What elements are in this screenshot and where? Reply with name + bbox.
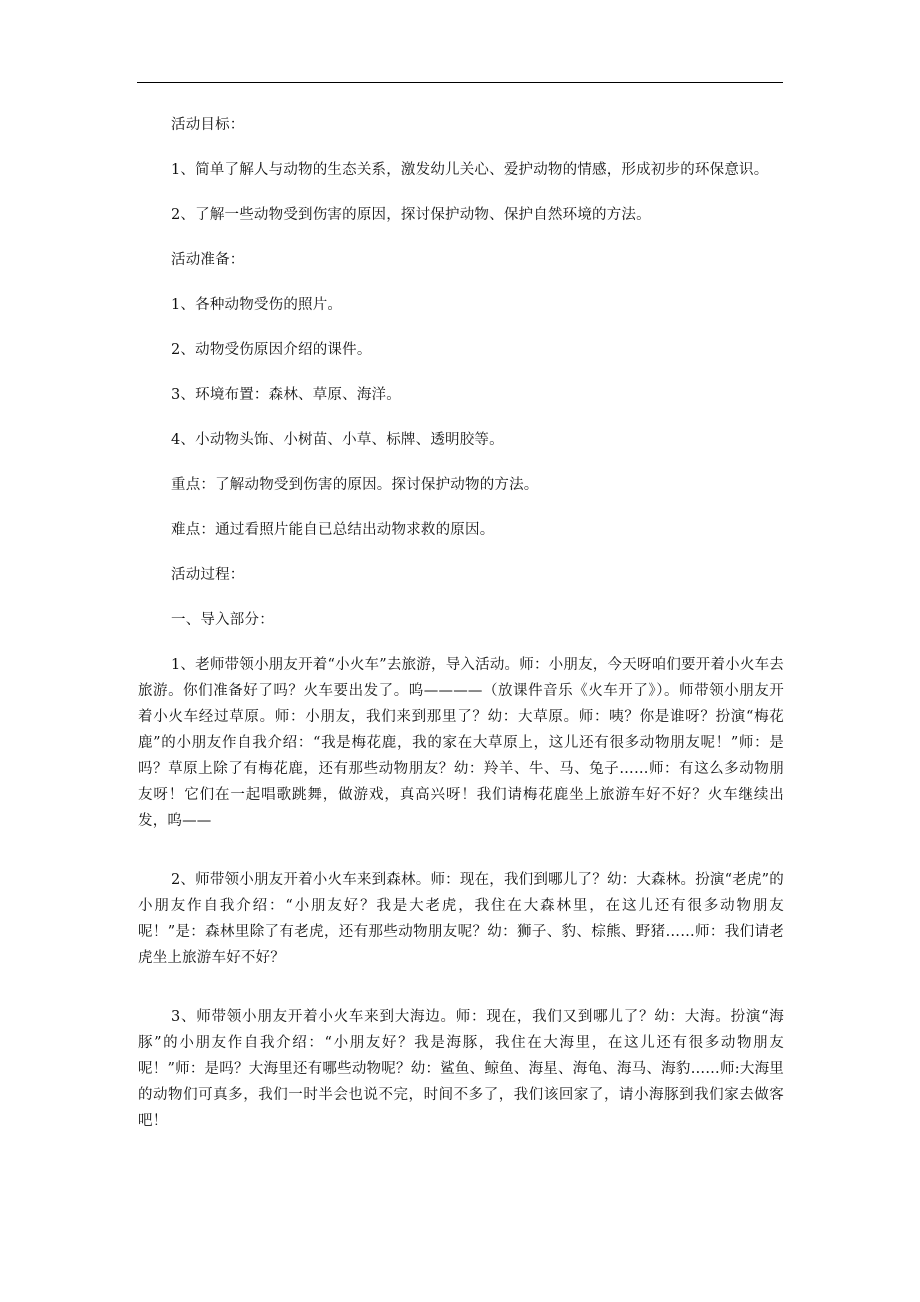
- document-body: [138, 112, 784, 1134]
- heading-activity-goals: 活动目标：: [171, 117, 245, 133]
- goal-item-2: 2、了解一些动物受到伤害的原因，探讨保护动物、保护自然环境的方法。: [171, 207, 651, 223]
- process-step-3: 3、师带领小朋友开着小火车来到大海边。师：现在，我们又到哪儿了？幼：大海。扮演“海豚”的小朋友作自我介绍：“小朋友好？我是海豚，我住在大海里，在这儿还有很多动物朋友呢！”师：是吗？大海里还有哪些动物呢？幼：鲨鱼、鲸鱼、海星、海龟、海马、海豹……师:大海里的动物们可真多，我们一时半会也说不完，时间不多了，我们该回家了，请小海豚到我们家去做客吧！: [138, 1009, 784, 1129]
- heading-activity-process: 活动过程：: [171, 567, 245, 583]
- preparation-item-4: 4、小动物头饰、小树苗、小草、标牌、透明胶等。: [171, 432, 504, 448]
- key-point: 重点：了解动物受到伤害的原因。探讨保护动物的方法。: [171, 477, 539, 493]
- preparation-item-2: 2、动物受伤原因介绍的课件。: [171, 342, 372, 358]
- preparation-item-1: 1、各种动物受伤的照片。: [171, 297, 343, 313]
- section-introduction: 一、导入部分：: [171, 612, 274, 628]
- goal-item-1: 1、简单了解人与动物的生态关系，激发幼儿关心、爱护动物的情感，形成初步的环保意识。: [171, 162, 769, 178]
- heading-activity-preparation: 活动准备：: [171, 252, 245, 268]
- process-step-2: 2、师带领小朋友开着小火车来到森林。师：现在，我们到哪儿了？幼：大森林。扮演“老虎”的小朋友作自我介绍：“小朋友好？我是大老虎，我住在大森林里，在这儿还有很多动物朋友呢！”是：森林里除了有老虎，还有那些动物朋友呢？幼：狮子、豹、棕熊、野猪……师：我们请老虎坐上旅游车好不好？: [138, 872, 784, 966]
- process-step-1: 1、老师带领小朋友开着“小火车”去旅游，导入活动。师：小朋友，今天呀咱们要开着小火车去旅游。你们准备好了吗？火车要出发了。呜————（放课件音乐《火车开了》）。师带领小朋友开着小火车经过草原。师：小朋友，我们来到那里了？幼：大草原。师：咦？你是谁呀？扮演“梅花鹿”的小朋友作自我介绍：“我是梅花鹿，我的家在大草原上，这儿还有很多动物朋友呢！”师：是吗？草原上除了有梅花鹿，还有那些动物朋友？幼：羚羊、牛、马、兔子……师：有这么多动物朋友呀！它们在一起唱歌跳舞，做游戏，真高兴呀！我们请梅花鹿坐上旅游车好不好？火车继续出发，呜——: [138, 657, 784, 829]
- difficult-point: 难点：通过看照片能自已总结出动物求救的原因。: [171, 522, 495, 538]
- header-rule: [137, 82, 783, 83]
- preparation-item-3: 3、环境布置：森林、草原、海洋。: [171, 387, 401, 403]
